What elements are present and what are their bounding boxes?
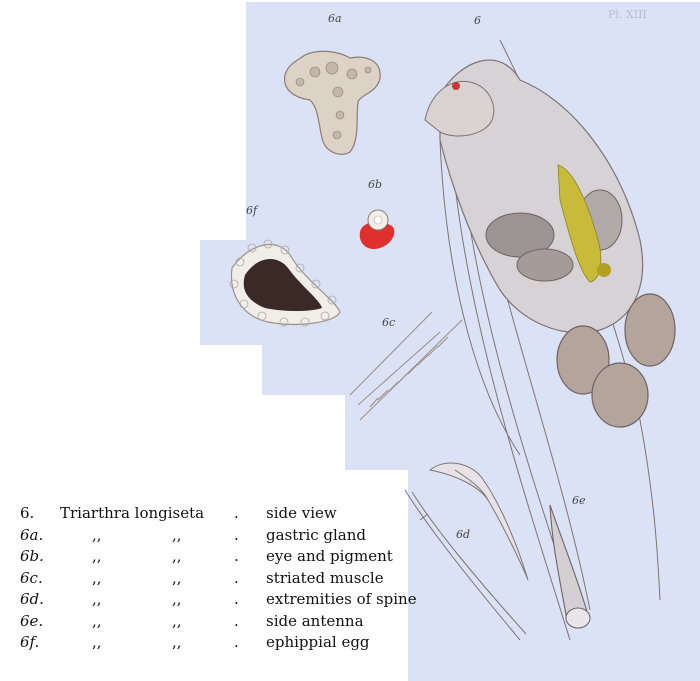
figure-legend: [20, 504, 460, 655]
legend-row: [20, 504, 460, 526]
legend-ditto-mark: ,,: [172, 525, 182, 544]
legend-separator: .: [234, 568, 239, 587]
legend-ditto-mark: ,,: [172, 611, 182, 630]
legend-ditto-mark: ,,: [92, 525, 102, 544]
legend-figure-id: 6c.: [20, 568, 43, 587]
legend-figure-id: 6d.: [20, 590, 44, 608]
plate-number: Pl. XIII: [608, 8, 647, 21]
legend-row: [20, 526, 460, 548]
figure-label-6: 6: [474, 14, 481, 27]
legend-description: striated muscle: [266, 568, 384, 587]
figure-label-6c: 6c: [382, 316, 396, 329]
legend-ditto-mark: ,,: [92, 568, 102, 587]
legend-ditto-mark: ,,: [92, 611, 102, 630]
legend-figure-id: 6a.: [20, 525, 44, 544]
legend-separator: .: [234, 547, 239, 565]
legend-row: [20, 612, 460, 634]
legend-ditto-mark: ,,: [172, 590, 182, 608]
legend-ditto-mark: ,,: [172, 633, 182, 651]
legend-separator: .: [234, 504, 239, 522]
legend-ditto-mark: ,,: [172, 547, 182, 565]
legend-separator: .: [234, 590, 239, 608]
legend-figure-id: 6b.: [20, 547, 44, 565]
legend-ditto-mark: ,,: [172, 568, 182, 587]
legend-separator: .: [234, 611, 239, 630]
legend-description: eye and pigment: [266, 547, 393, 565]
legend-ditto-mark: ,,: [92, 547, 102, 565]
legend-figure-id: 6f.: [20, 633, 40, 651]
legend-row: [20, 569, 460, 591]
legend-ditto-mark: ,,: [92, 590, 102, 608]
figure-label-6a: 6a: [328, 12, 342, 25]
figure-label-6e: 6e: [572, 494, 586, 507]
legend-description: gastric gland: [266, 525, 367, 544]
legend-description: extremities of spine: [266, 590, 417, 608]
legend-description: ephippial egg: [266, 633, 370, 651]
figure-label-6d: 6d: [456, 528, 471, 541]
legend-figure-id: 6e.: [20, 611, 44, 630]
legend-separator: .: [234, 525, 239, 544]
legend-ditto-mark: ,,: [92, 633, 102, 651]
figure-label-6b: 6b: [368, 178, 383, 191]
legend-row: [20, 547, 460, 569]
legend-row: [20, 633, 460, 655]
legend-figure-id: 6.: [20, 504, 35, 522]
legend-species-name: Triarthra longiseta: [60, 504, 205, 522]
legend-description: side view: [266, 504, 337, 522]
paper-lower-strip: [470, 480, 700, 681]
legend-row: [20, 590, 460, 612]
legend-separator: .: [234, 633, 239, 651]
legend-description: side antenna: [266, 611, 364, 630]
figure-label-6f: 6f: [246, 204, 258, 217]
